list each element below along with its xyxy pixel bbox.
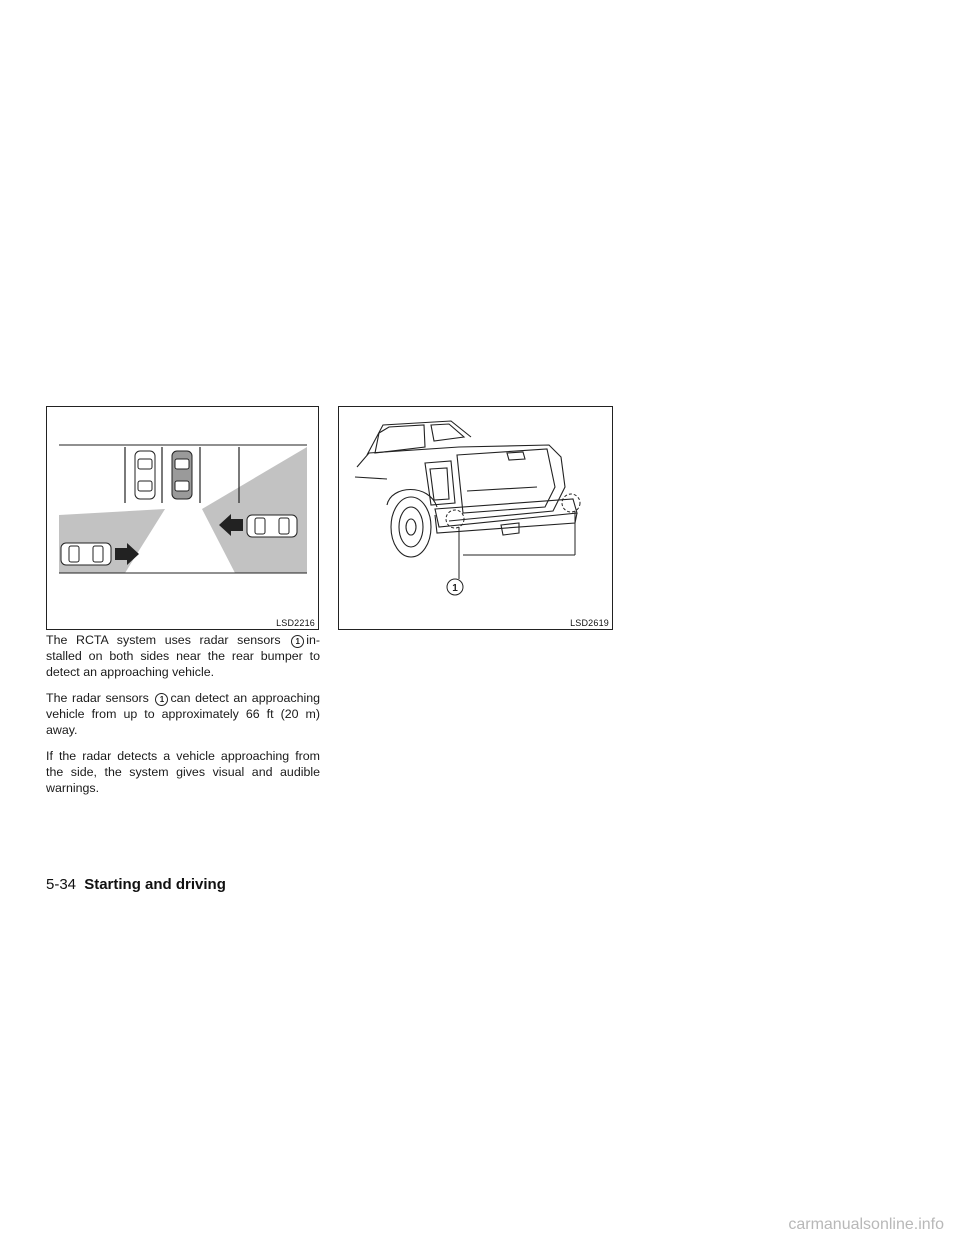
figure-truck-sensors [338, 406, 613, 630]
parked-car-center [172, 451, 192, 499]
approaching-car-left [61, 543, 111, 565]
right-detection-zone [202, 447, 307, 573]
page-footer [46, 876, 226, 893]
p1-end: in- stalled on both sides near the rear bumper to detect an approaching vehicle. [46, 633, 320, 679]
figure-parking-detection [46, 406, 319, 630]
parked-car-left [135, 451, 155, 499]
section-title: Starting and driving [84, 876, 226, 893]
ref-badge-1: 1 [291, 635, 304, 648]
callout-label: 1 [452, 583, 458, 594]
watermark: carmanualsonline.info [788, 1216, 944, 1233]
sensor-right-indicator [562, 494, 580, 512]
p1-start: The RCTA system uses radar sensors [46, 633, 281, 647]
p2-start: The radar sensors [46, 691, 149, 705]
body-text [46, 632, 320, 806]
page-number: 5-34 [46, 876, 77, 893]
p2-end: can detect an approaching vehicle from up to approximately 66 ft (20 m) away. [46, 691, 321, 737]
figure-code-right: LSD2619 [570, 618, 609, 628]
truck-diagram [339, 407, 612, 629]
paragraph-2 [46, 690, 320, 738]
figure-code-left: LSD2216 [276, 618, 315, 628]
paragraph-3: If the radar detects a vehicle approaching from the side, the system gives visual and audible warnings. [46, 749, 320, 795]
paragraph-1 [46, 632, 320, 680]
approaching-car-right [247, 515, 297, 537]
parking-diagram [47, 407, 318, 629]
ref-badge-2: 1 [155, 693, 168, 706]
